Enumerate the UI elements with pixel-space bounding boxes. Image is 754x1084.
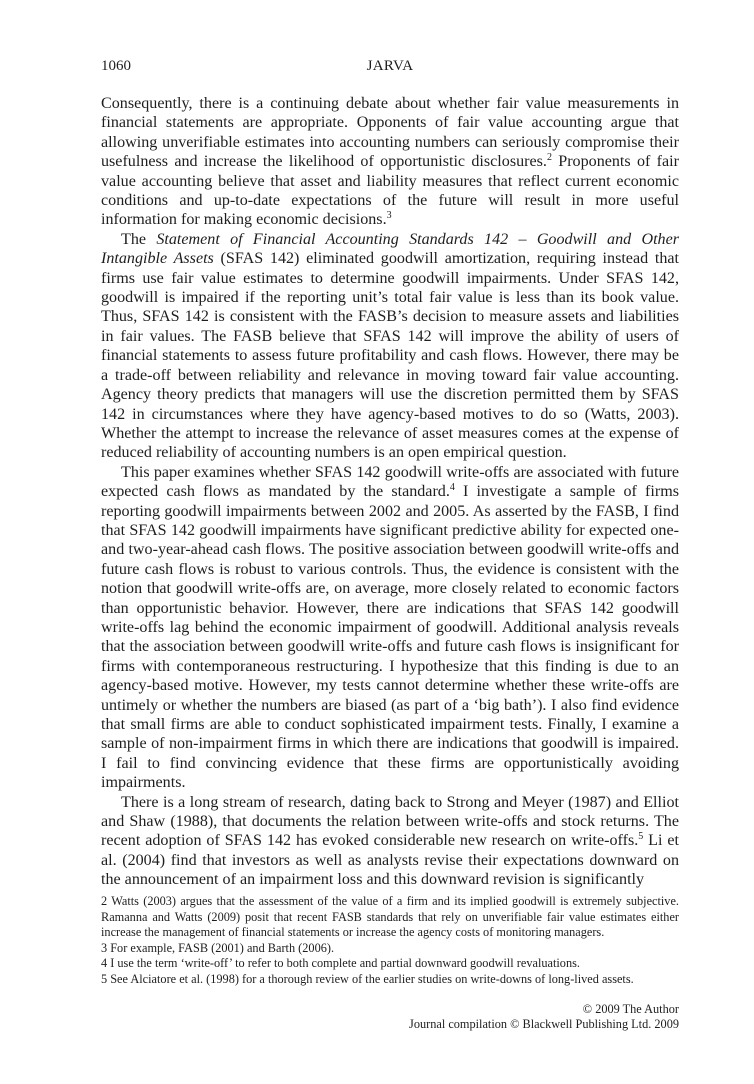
standard-title-italic: Statement of Financial Accounting Standards 142 – Goodwill and Other Intangible Assets — [101, 230, 679, 268]
body-text — [101, 94, 679, 890]
footnote-ref-4[interactable]: 4 — [449, 482, 455, 494]
copyright-author: © 2009 The Author — [582, 1002, 679, 1016]
page-number: 1060 — [101, 58, 131, 74]
footnotes — [101, 894, 679, 988]
paragraph-2-text: (SFAS 142) eliminated goodwill amortization, requiring instead that firms use fair value estimates to determine goodwill impairments. Under SFAS 142, goodwill is impaired if the reporting unit’s total fair value is less than its book value. Thus, SFAS 142 is consistent with the FASB’s decision to measure assets and liabilities in fair values. The FASB believe that SFAS 142 will improve the ability of users of financial statements to assess future profitability and cash flows. However, there may be a trade-off between reliability and relevance in moving toward fair value accounting. Agency theory predicts that managers will use the discretion permitted them by SFAS 142 in circumstances where they have agency-based motives to do so (Watts, 2003). Whether the attempt to increase the relevance of asset measures comes at the expense of reduced reliability of accounting numbers is an open empirical question. — [101, 250, 679, 462]
paragraph-4-text-a: There is a long stream of research, dating back to Strong and Meyer (1987) and Elliot and Shaw (1988), that documents the relation between write-offs and stock returns. The recent adoption of SFAS 142 has evoked considerable new research on write-offs. — [101, 793, 679, 850]
copyright-notice — [101, 1002, 679, 1033]
footnote-5: 5 See Alciatore et al. (1998) for a thorough review of the earlier studies on write-downs of long-lived assets. — [101, 971, 634, 986]
paragraph-1-text-b: Proponents of fair value accounting believe that asset and liability measures that reflect current economic conditions and up-to-date expectations of the future will result in more useful information for making economic decisions. — [101, 153, 680, 229]
paragraph-1-text-a: Consequently, there is a continuing debate about whether fair value measurements in financial statements are appropriate. Opponents of fair value accounting argue that allowing unverifiable estimates into accounting numbers can seriously compromise their usefulness and increase the likelihood of opportunistic disclosures. — [101, 95, 679, 171]
copyright-journal: Journal compilation © Blackwell Publishing Ltd. 2009 — [409, 1017, 679, 1032]
footnote-ref-2[interactable]: 2 — [546, 152, 552, 164]
running-head — [101, 58, 679, 78]
running-title: JARVA — [366, 58, 414, 74]
footnote-2: 2 Watts (2003) argues that the assessment of the value of a firm and its implied goodwill is extremely subjective. Ramanna and Watts (2009) posit that recent FASB standards that rely on unverifiable fair value estimates either increase the management of financial statements or increase the agency costs of monitoring managers. — [101, 894, 679, 940]
paragraph-3-text-b: I investigate a sample of firms reporting goodwill impairments between 2002 and 2005. As asserted by the FASB, I find that SFAS 142 goodwill impairments have significant predictive ability for expected one- and two-year-ahead cash flows. The positive association between goodwill write-offs and future cash flows is robust to various controls. Thus, the evidence is consistent with the notion that goodwill write-offs are, on average, more closely related to economic factors than opportunistic behavior. However, there are indications that SFAS 142 goodwill write-offs lag behind the economic impairment of goodwill. Additional analysis reveals that the association between goodwill write-offs and future cash flows is insignificant for firms with contemporaneous restructuring. I hypothesize that this finding is due to an agency-based motive. However, my tests cannot determine whether these write-offs are untimely or whether the numbers are biased (as part of a ‘big bath’). I also find evidence that small firms are able to conduct sophisticated impairment tests. Finally, I examine a sample of non-impairment firms in which there are indications that goodwill is impaired. I fail to find convincing evidence that these firms are opportunistically avoiding impairments. — [101, 483, 679, 792]
paragraph-4-text-b: Li et al. (2004) find that investors as well as analysts revise their expectations downward on the announcement of an impairment loss and this downward revision is significantly — [101, 832, 679, 889]
footnote-ref-5[interactable]: 5 — [638, 831, 644, 843]
footnote-ref-3[interactable]: 3 — [386, 210, 392, 222]
footnote-4: 4 I use the term ‘write-off’ to refer to both complete and partial downward goodwill revaluations. — [101, 956, 580, 971]
paragraph-1 — [101, 94, 679, 230]
paragraph-4 — [101, 793, 679, 890]
paragraph-3 — [101, 463, 679, 793]
paragraph-2 — [101, 230, 679, 463]
paragraph-3-text-a: This paper examines whether SFAS 142 goodwill write-offs are associated with future expected cash flows as mandated by the standard. — [101, 463, 679, 501]
paragraph-2-lead: The — [121, 230, 157, 248]
footnote-3: 3 For example, FASB (2001) and Barth (2006). — [101, 940, 335, 955]
